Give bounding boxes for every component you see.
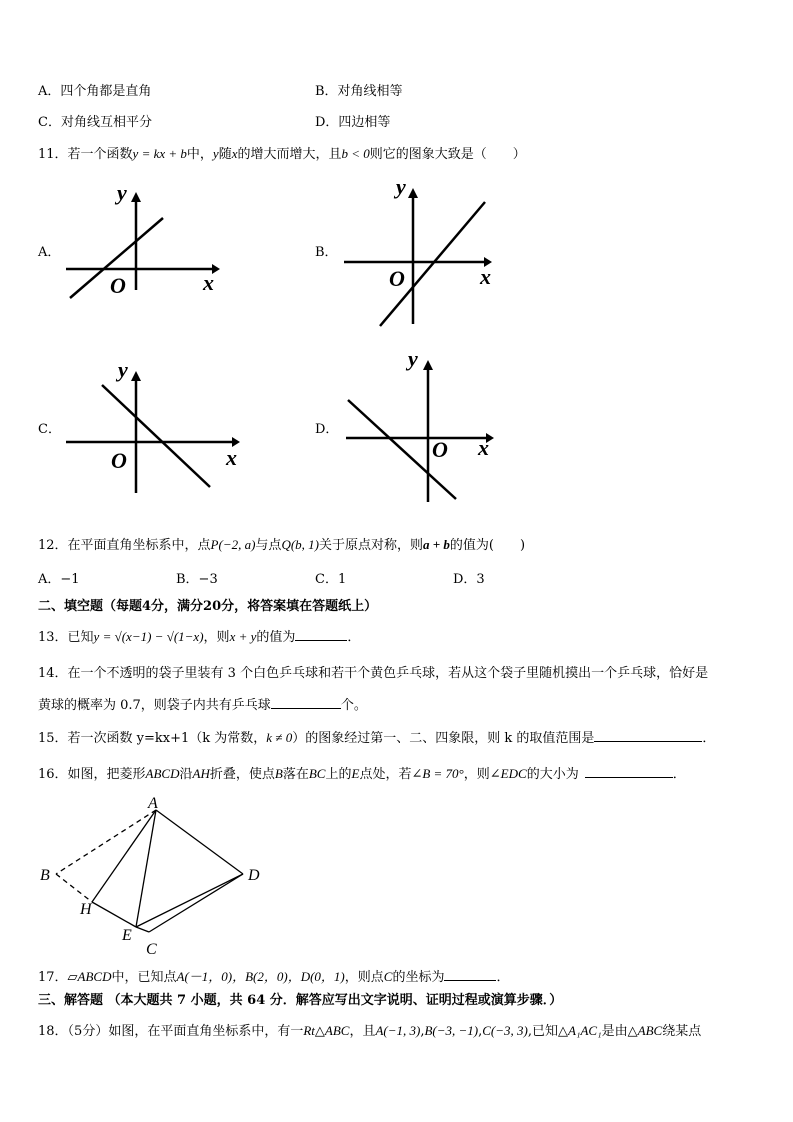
segment-he <box>92 902 136 927</box>
q10-option-a: A．四个角都是直角 <box>38 84 152 99</box>
question-14-line1: 14．在一个不透明的袋子里装有 3 个白色乒乓球和若干个黄色乒乓球，若从这个袋子里随机摸出一个乒乓球，恰好是 <box>38 666 709 681</box>
answer-blank[interactable] <box>444 968 496 981</box>
q11-label-d: D． <box>315 422 339 437</box>
origin-label: O <box>389 266 405 291</box>
function-line <box>380 202 485 326</box>
q10-option-d: D．四边相等 <box>315 115 391 130</box>
answer-blank[interactable] <box>295 628 347 641</box>
question-15: 15．若一次函数 y=kx+1（k 为常数，k ≠ 0）的图象经过第一、二、四象限，则 k 的取值范围是 ． <box>38 730 716 746</box>
origin-label: O <box>111 448 127 473</box>
answer-blank[interactable] <box>585 765 673 778</box>
graph-b <box>338 172 508 330</box>
graph-a <box>60 178 230 303</box>
y-label: y <box>396 174 406 199</box>
question-17: 17．▱ABCD中，已知点A(－1，0)，B(2，0)，D(0，1)，则点C的坐标为 ． <box>38 969 510 985</box>
y-axis-arrow <box>423 360 433 370</box>
q12-option-b: B．−3 <box>176 572 218 587</box>
point-a-label: A <box>148 795 158 812</box>
answer-blank[interactable] <box>594 729 702 742</box>
origin-label: O <box>110 273 126 298</box>
point-d-label: D <box>248 867 260 884</box>
x-label: x <box>226 445 237 470</box>
origin-label: O <box>432 437 448 462</box>
x-label: x <box>478 435 489 460</box>
segment-ah <box>92 810 156 902</box>
q11-label-c: C． <box>38 422 61 437</box>
rhombus-figure <box>36 792 276 962</box>
x-label: x <box>480 264 491 289</box>
section-3-heading: 三、解答题 （本大题共 7 小题，共 64 分．解答应写出文字说明、证明过程或演算步骤．） <box>38 993 563 1008</box>
y-axis-arrow <box>408 188 418 198</box>
q11-label-a: A． <box>38 245 61 260</box>
segment-ab <box>56 810 156 874</box>
question-12-stem: 12．在平面直角坐标系中，点P(−2, a)与点Q(b, 1)关于原点对称，则a + b的值为( ) <box>38 537 526 553</box>
segment-bh <box>56 874 92 902</box>
segment-ed <box>136 874 243 927</box>
point-c-label: C <box>146 941 157 958</box>
q12-option-a: A．−1 <box>38 572 80 587</box>
y-label: y <box>117 180 127 205</box>
question-11-stem: 11．若一个函数y = kx + b中，y随x的增大而增大，且b < 0则它的图象大致是（ ） <box>38 146 526 162</box>
question-14-line2: 黄球的概率为 0.7，则袋子内共有乒乓球 个。 <box>38 698 367 713</box>
y-label: y <box>118 357 128 382</box>
q10-option-c: C．对角线互相平分 <box>38 115 152 130</box>
segment-ae <box>136 810 156 927</box>
question-18: 18．（5分）如图，在平面直角坐标系中，有一Rt△ABC，且A(−1, 3),B(−3, −1),C(−3, 3),已知△A₁AC₁是由△ABC绕某点 <box>38 1023 702 1039</box>
graph-d <box>340 342 510 504</box>
point-h-label: H <box>80 901 92 918</box>
question-16: 16．如图，把菱形ABCD沿AH折叠，使点B落在BC上的E点处，若∠B = 70°，则∠EDC的大小为 ． <box>38 766 686 782</box>
q12-option-c: C．1 <box>315 572 347 587</box>
segment-ad <box>156 810 243 874</box>
segment-ec <box>136 927 149 932</box>
y-axis-arrow <box>131 371 141 381</box>
q12-option-d: D．3 <box>453 572 485 587</box>
answer-blank[interactable] <box>271 696 341 709</box>
q11-label-b: B． <box>315 245 338 260</box>
point-b-label: B <box>40 867 50 884</box>
point-e-label: E <box>122 927 132 944</box>
y-axis-arrow <box>131 192 141 202</box>
x-label: x <box>203 270 214 295</box>
y-label: y <box>408 346 418 371</box>
question-13: 13．已知y = √(x−1) − √(1−x)，则x + y的值为 ． <box>38 629 361 645</box>
section-2-heading: 二、填空题（每题4分，满分20分，将答案填在答题纸上） <box>38 599 378 614</box>
segment-cd <box>149 874 243 932</box>
graph-c <box>60 355 250 495</box>
q10-option-b: B．对角线相等 <box>315 84 403 99</box>
